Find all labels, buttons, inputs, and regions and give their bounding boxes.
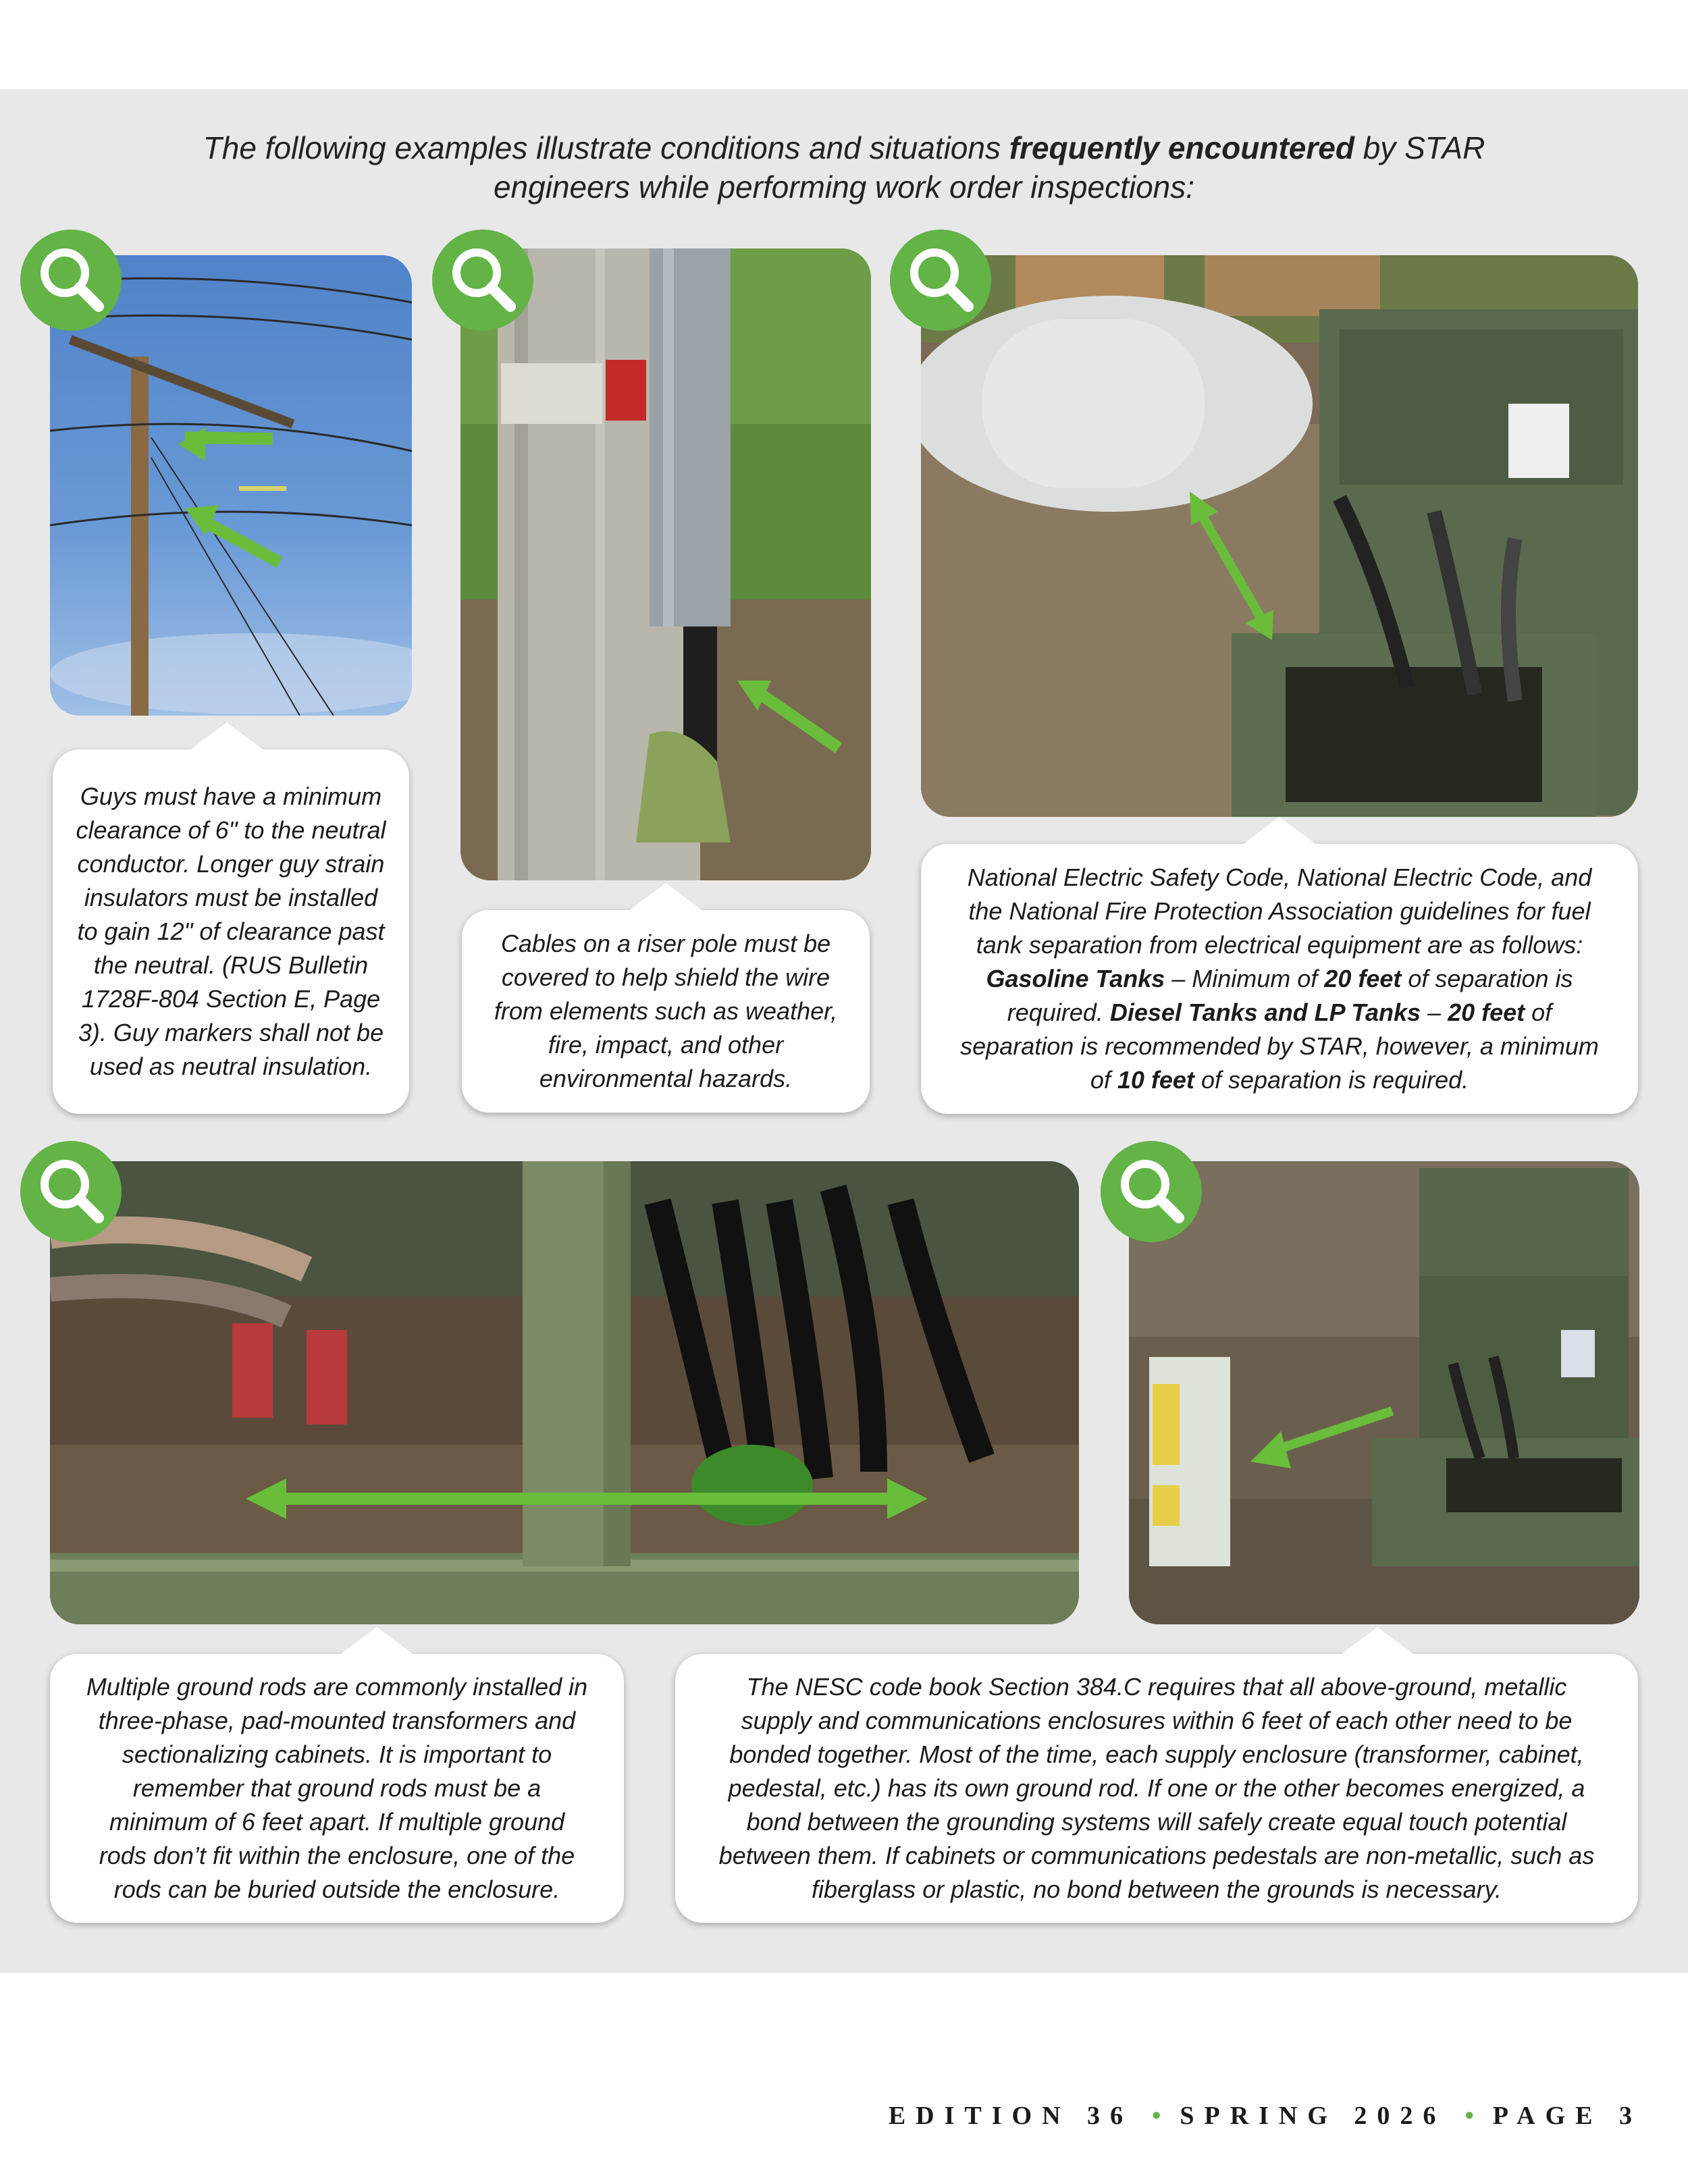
photo-riser-pole	[460, 248, 871, 880]
footer-season: SPRING 2026	[1180, 2102, 1446, 2130]
magnifier-icon	[890, 230, 991, 331]
caption-fuel-text: National Electric Safety Code, National Electric Code, and the National Fire Protection Association guidelines for fuel tank separation from electrical equipment are as follows: Gasoline Tanks – Minimum of 20 feet of separation is required. Diesel Tanks and LP Tanks – 20 feet of separation is recommended by STAR, however, a minimum of 10 feet of separation is required.	[960, 863, 1599, 1094]
footer-separator: •	[1465, 2102, 1474, 2130]
caption-guys	[53, 749, 409, 1114]
intro-emphasis: frequently encountered	[1009, 130, 1354, 165]
caption-riser-text: Cables on a riser pole must be covered to help shield the wire from elements such as weather, fire, impact, and other environmental hazards.	[494, 930, 838, 1092]
footer-separator: •	[1152, 2102, 1161, 2130]
caption-ground-rods	[50, 1654, 624, 1923]
caption-guys-text: Guys must have a minimum clearance of 6" to the neutral conductor. Longer guy strain insulators must be installed to gain 12" of clearance past the neutral. (RUS Bulletin 1728F-804 Section E, Page 3). Guy markers shall not be used as neutral insulation.	[76, 782, 386, 1080]
magnifier-icon	[20, 1141, 122, 1242]
caption-bonding-text: The NESC code book Section 384.C requires that all above-ground, metallic supply and communications enclosures within 6 feet of each other need to be bonded together. Most of the time, each supply enclosure (transformer, cabinet, pedestal, etc.) has its own ground rod. If one or the other becomes energized, a bond between the grounding systems will safely create equal touch potential between them. If cabinets or communications pedestals are non-metallic, such as fiberglass or plastic, no bond between the grounds is necessary.	[718, 1673, 1595, 1903]
photo-ground-rods	[50, 1161, 1079, 1624]
page-footer	[743, 2101, 1642, 2131]
caption-fuel	[921, 844, 1638, 1114]
footer-page-number: PAGE 3	[1492, 2102, 1642, 2130]
intro-text-part2: by STAR engineers while performing work order inspections:	[493, 130, 1485, 205]
caption-riser	[462, 910, 870, 1113]
magnifier-icon	[1101, 1141, 1202, 1242]
magnifier-icon	[20, 230, 122, 331]
magnifier-icon	[432, 230, 533, 331]
caption-bonding	[675, 1654, 1638, 1923]
photo-pedestal-bond	[1129, 1161, 1639, 1624]
intro-text	[135, 128, 1553, 207]
photo-fuel-tank	[921, 255, 1638, 817]
footer-edition: EDITION 36	[888, 2102, 1134, 2130]
caption-ground-rods-text: Multiple ground rods are commonly installed in three-phase, pad-mounted transformers and sectionalizing cabinets. It is important to remember that ground rods must be a minimum of 6 feet apart. If multiple ground rods don’t fit within the enclosure, one of the rods can be buried outside the enclosure.	[86, 1673, 588, 1903]
intro-text-part1: The following examples illustrate conditions and situations	[203, 130, 1009, 165]
